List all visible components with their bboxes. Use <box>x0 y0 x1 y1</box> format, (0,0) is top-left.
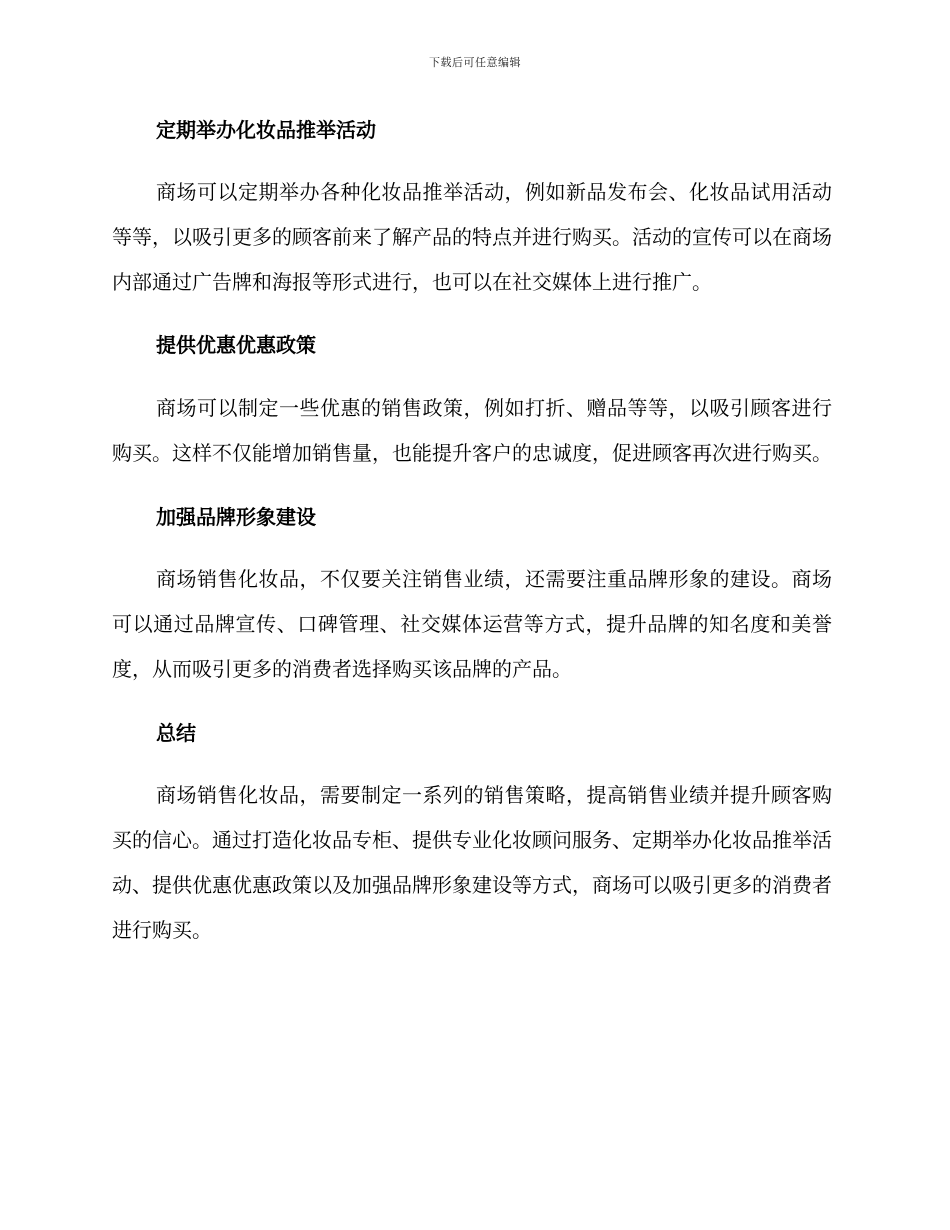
page-header: 下载后可任意编辑 <box>429 56 521 69</box>
section-paragraph-brand-image: 商场销售化妆品，不仅要关注销售业绩，还需要注重品牌形象的建设。商场可以通过品牌宣传、口碑管理、社交媒体运营等方式，提升品牌的知名度和美誉度，从而吸引更多的消费者选择购买该品牌的产品。 <box>112 567 832 681</box>
document-body <box>112 116 832 953</box>
section-heading-discount-policy: 提供优惠优惠政策 <box>156 333 316 357</box>
section-heading-promotion-events: 定期举办化妆品推举活动 <box>156 118 376 142</box>
section-paragraph-discount-policy: 商场可以制定一些优惠的销售政策，例如打折、赠品等等，以吸引顾客进行购买。这样不仅能增加销售量，也能提升客户的忠诚度，促进顾客再次进行购买。 <box>112 396 832 465</box>
section-paragraph-promotion-events: 商场可以定期举办各种化妆品推举活动，例如新品发布会、化妆品试用活动等等，以吸引更多的顾客前来了解产品的特点并进行购买。活动的宣传可以在商场内部通过广告牌和海报等形式进行，也可以在社交媒体上进行推广。 <box>112 180 832 294</box>
section-heading-summary: 总结 <box>156 721 196 745</box>
section-paragraph-summary: 商场销售化妆品，需要制定一系列的销售策略，提高销售业绩并提升顾客购买的信心。通过打造化妆品专柜、提供专业化妆顾问服务、定期举办化妆品推举活动、提供优惠优惠政策以及加强品牌形象建设等方式，商场可以吸引更多的消费者进行购买。 <box>112 783 832 942</box>
section-heading-brand-image: 加强品牌形象建设 <box>156 505 316 529</box>
